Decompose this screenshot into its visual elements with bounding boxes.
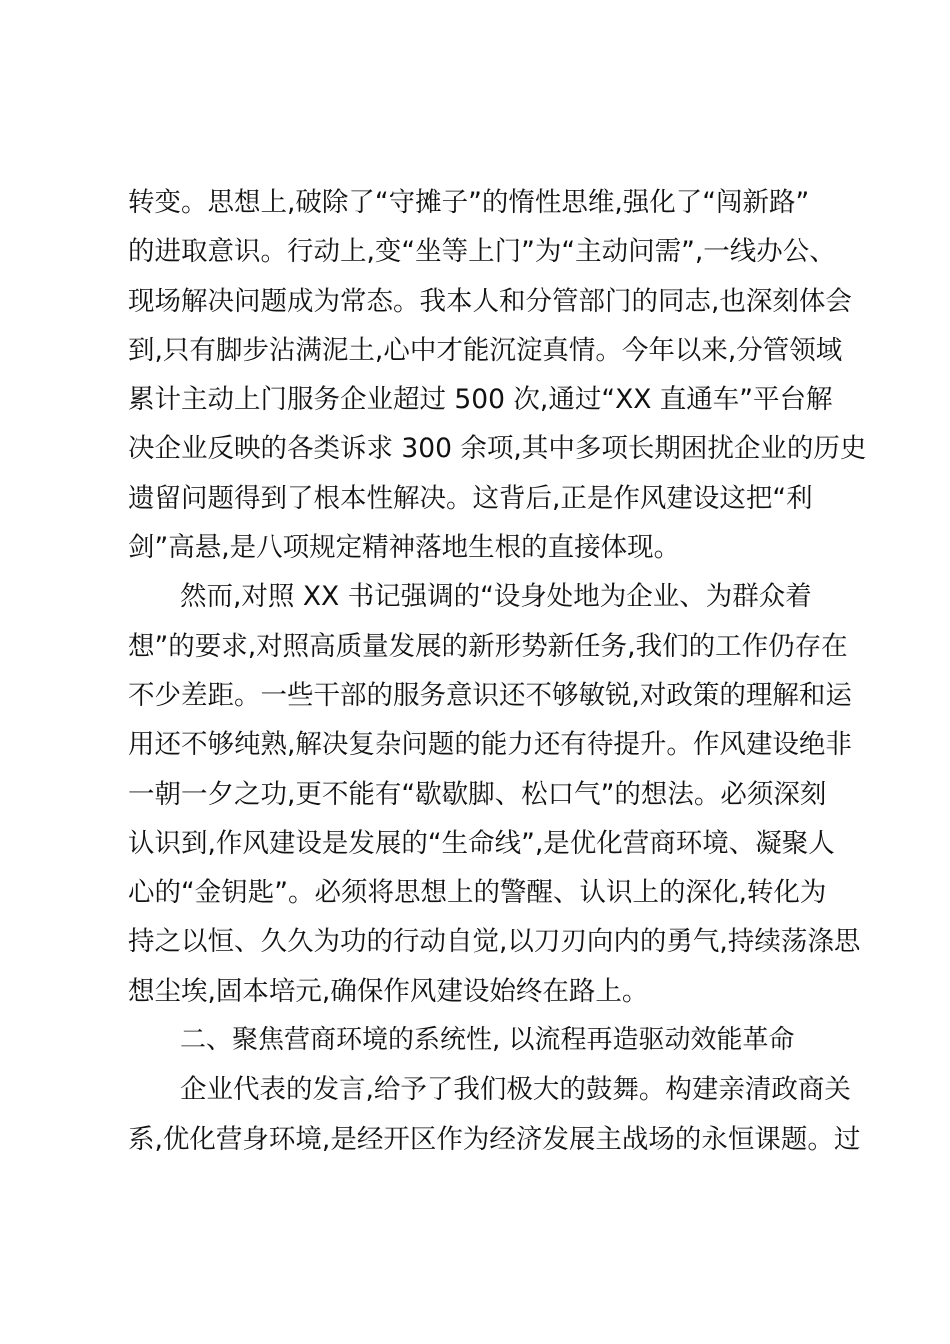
text-line: 一朝一夕之功,更不能有“歇歇脚、松口气”的想法。必须深刻 (128, 778, 827, 810)
section-heading: 二、聚焦营商环境的系统性, 以流程再造驱动效能革命 (180, 1025, 795, 1056)
document-body (128, 178, 867, 1164)
text-line: 持之以恒、久久为功的行动自觉,以刀刃向内的勇气,持续荡涤思 (128, 926, 861, 958)
text-line: 决企业反映的各类诉求 300 余项,其中多项长期困扰企业的历史 (128, 433, 867, 465)
text-line: 想尘埃,固本培元,确保作风建设始终在路上。 (128, 975, 649, 1007)
text-line: 到,只有脚步沾满泥土,心中才能沉淀真情。今年以来,分管领域 (128, 334, 843, 366)
text-line: 想”的要求,对照高质量发展的新形势新任务,我们的工作仍存在 (128, 630, 848, 662)
text-line: 累计主动上门服务企业超过 500 次,通过“XX 直通车”平台解 (128, 384, 833, 416)
text-line: 不少差距。一些干部的服务意识还不够敏锐,对政策的理解和运 (128, 679, 852, 711)
text-line: 用还不够纯熟,解决复杂问题的能力还有待提升。作风建设绝非 (128, 729, 852, 761)
text-line: 企业代表的发言,给予了我们极大的鼓舞。构建亲清政商关 (180, 1074, 851, 1106)
text-line: 转变。思想上,破除了“守摊子”的惰性思维,强化了“闯新路” (128, 187, 810, 218)
text-line: 现场解决问题成为常态。我本人和分管部门的同志,也深刻体会 (128, 285, 852, 317)
text-line: 的进取意识。行动上,变“坐等上门”为“主动问需”,一线办公、 (128, 236, 836, 268)
text-line: 心的“金钥匙”。必须将思想上的警醒、认识上的深化,转化为 (128, 877, 827, 909)
text-line: 认识到,作风建设是发展的“生命线”,是优化营商环境、凝聚人 (128, 827, 835, 859)
text-line: 系,优化营身环境,是经开区作为经济发展主战场的永恒课题。过 (128, 1123, 861, 1155)
text-line: 然而,对照 XX 书记强调的“设身处地为企业、为群众着 (180, 581, 812, 613)
text-line: 剑”高悬,是八项规定精神落地生根的直接体现。 (128, 532, 681, 564)
text-line: 遗留问题得到了根本性解决。这背后,正是作风建设这把“利 (128, 482, 813, 514)
